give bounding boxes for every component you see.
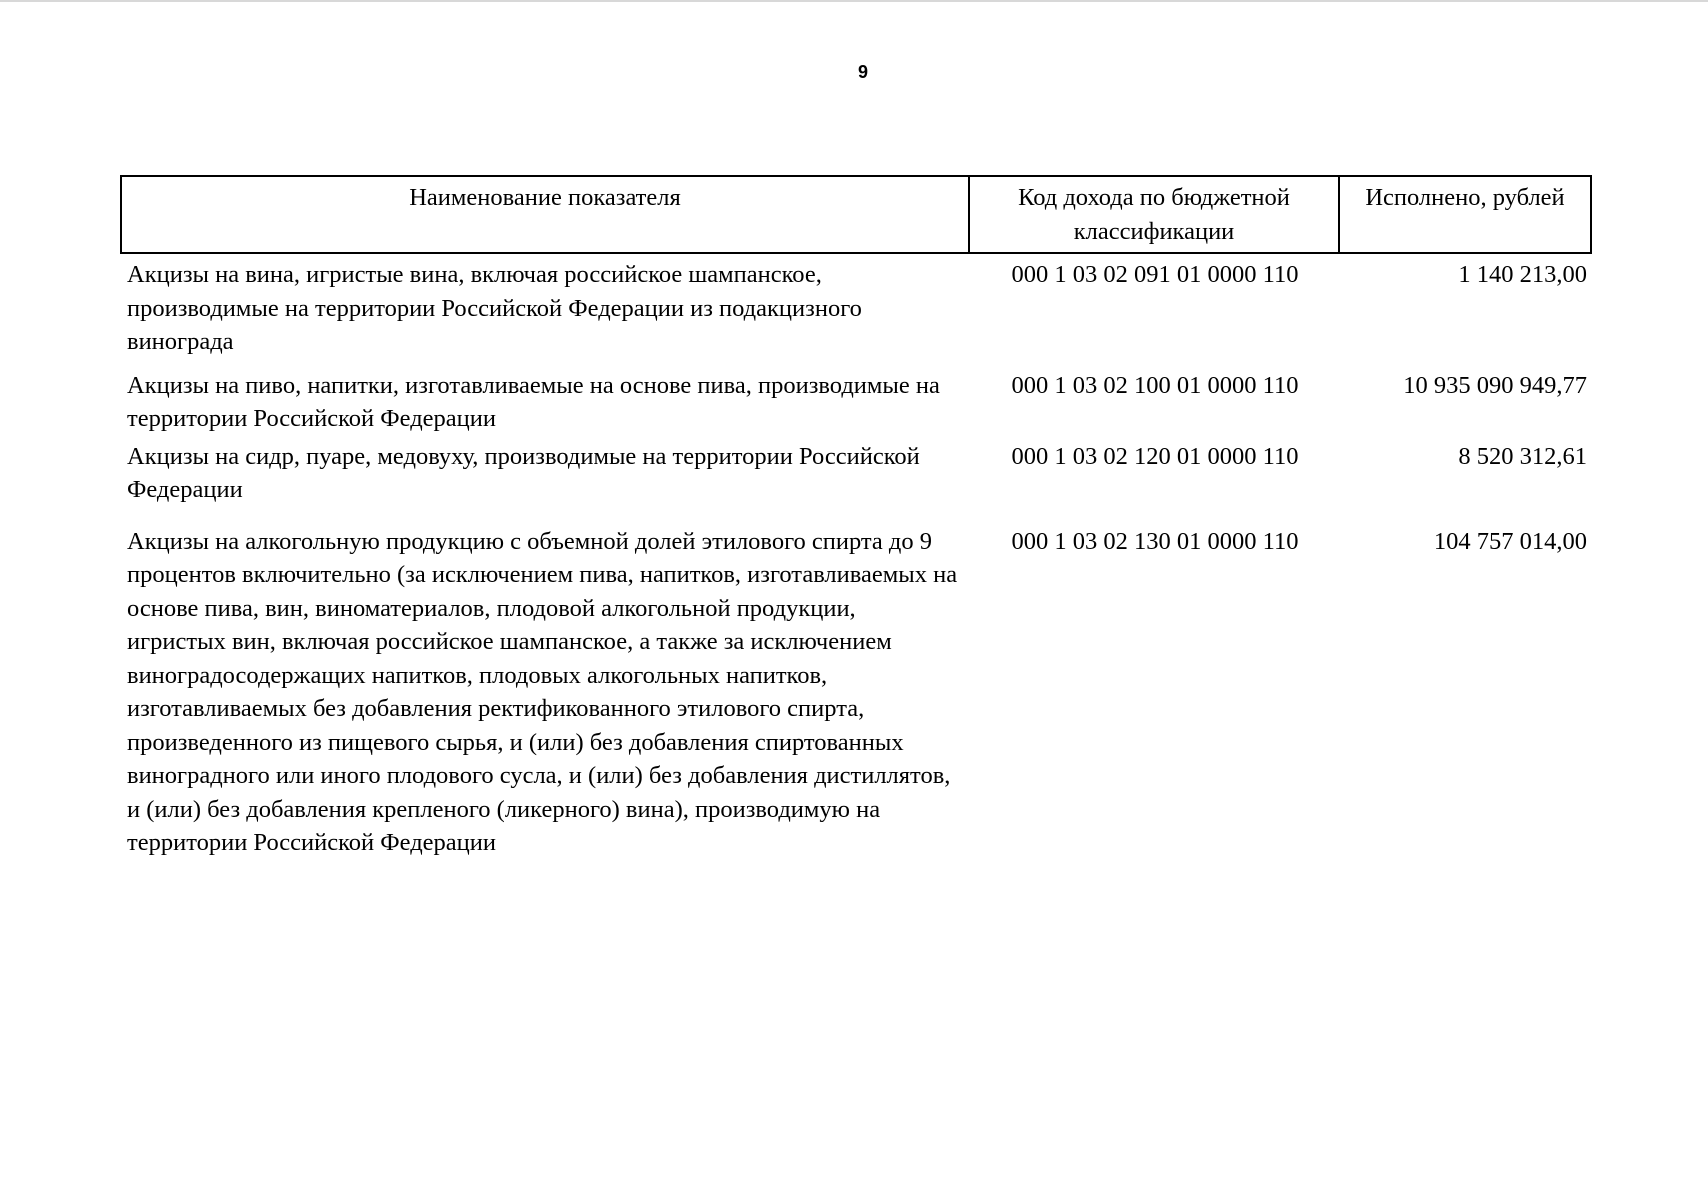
indicator-name: Акцизы на алкогольную продукцию с объемной долей этилового спирта до 9 процентов включительно (за исключением пива, напитков, изготавливаемых на основе пива, вин, виноматериалов, плодовой алкогольной продукции, игристых вин, включая российское шампанское, а также за исключением виноградосодержащих напитков, плодовых алкогольных напитков, изготавливаемых без добавления ректификованного этилового спирта, произведенного из пищевого сырья, и (или) без добавления спиртованных виноградного или иного плодового сусла, и (или) без добавления дистиллятов, и (или) без добавления крепленого (ликерного) вина), производимую на территории Российской Федерации [127, 527, 958, 856]
budget-code: 000 1 03 02 091 01 0000 110 [1011, 261, 1299, 288]
indicator-name: Акцизы на вина, игристые вина, включая российское шампанское, производимые на территории Российской Федерации из подакцизного винограда [127, 261, 862, 355]
table-row [121, 440, 1591, 519]
header-row [121, 176, 1591, 253]
budget-code: 000 1 03 02 130 01 0000 110 [1011, 527, 1299, 555]
header-executed-amount: Исполнено, рублей [1339, 176, 1591, 253]
table-row [121, 365, 1591, 440]
header-indicator-name: Наименование показателя [121, 176, 969, 253]
header-budget-code: Код дохода по бюджетной классификации [969, 176, 1339, 253]
indicator-name: Акцизы на сидр, пуаре, медовуху, производимые на территории Российской Федерации [127, 442, 920, 503]
table-row [121, 519, 1591, 860]
executed-amount: 1 140 213,00 [1458, 261, 1587, 288]
table-header [121, 176, 1591, 253]
budget-code: 000 1 03 02 120 01 0000 110 [1011, 442, 1299, 470]
table-body [121, 253, 1591, 860]
indicator-name: Акцизы на пиво, напитки, изготавливаемые на основе пива, производимые на территории Российской Федерации [127, 371, 940, 432]
budget-code: 000 1 03 02 100 01 0000 110 [1011, 371, 1299, 399]
page-top-edge [0, 0, 1708, 2]
revenue-table [120, 175, 1592, 860]
executed-amount: 10 935 090 949,77 [1403, 371, 1587, 399]
table-row [121, 253, 1591, 365]
executed-amount: 8 520 312,61 [1458, 442, 1587, 470]
page-number: 9 [857, 62, 868, 82]
executed-amount: 104 757 014,00 [1433, 527, 1587, 555]
